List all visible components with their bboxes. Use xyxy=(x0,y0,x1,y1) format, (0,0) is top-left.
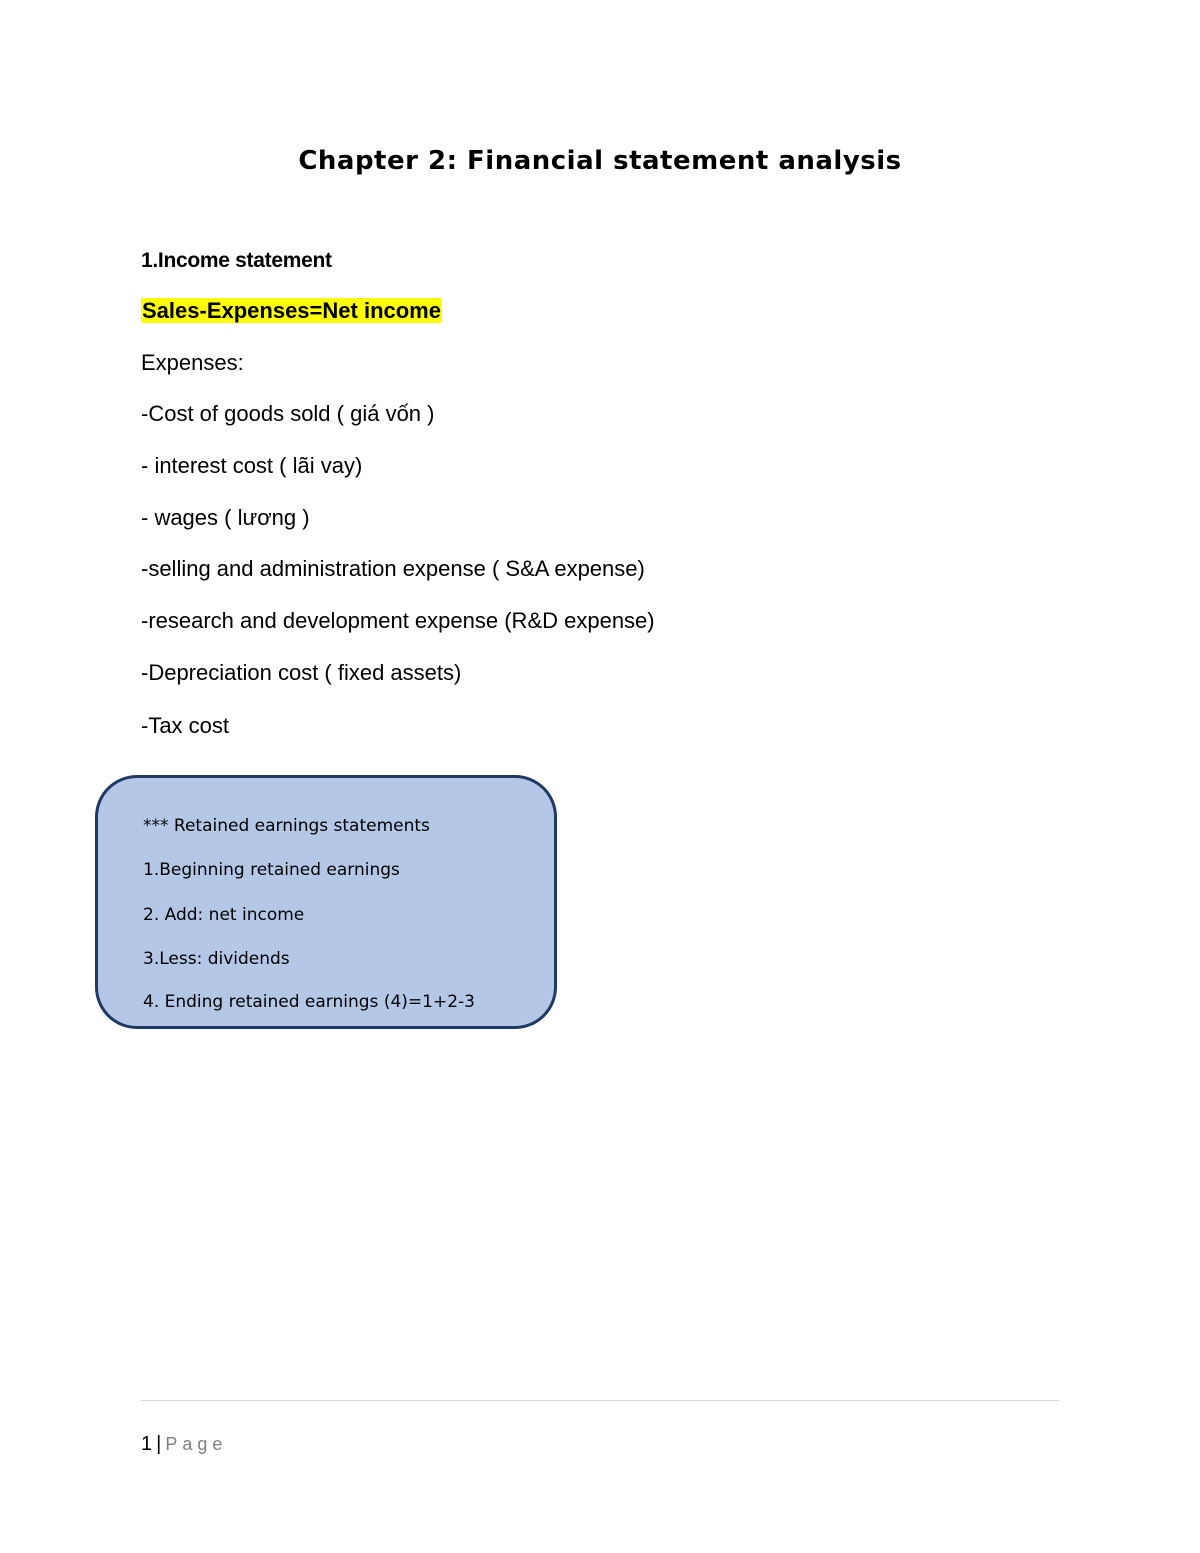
expense-item: - wages ( lương ) xyxy=(141,505,310,530)
expense-item: - interest cost ( lãi vay) xyxy=(141,453,363,478)
expense-item: -selling and administration expense ( S&A expense) xyxy=(141,556,645,581)
expense-item: -Tax cost xyxy=(141,713,230,738)
page-footer xyxy=(141,1430,227,1458)
expense-item: -research and development expense (R&D expense) xyxy=(141,608,655,633)
footer-divider xyxy=(141,1400,1059,1401)
callout-heading: *** Retained earnings statements xyxy=(143,816,430,836)
expenses-label: Expenses: xyxy=(141,350,244,375)
expense-item: -Cost of goods sold ( giá vốn ) xyxy=(141,401,435,426)
page-number: 1 xyxy=(141,1433,153,1455)
callout-line: 3.Less: dividends xyxy=(143,949,290,969)
callout-line: 2. Add: net income xyxy=(143,905,305,925)
footer-separator: | xyxy=(156,1433,162,1455)
callout-line: 4. Ending retained earnings (4)=1+2-3 xyxy=(143,992,475,1012)
callout-line: 1.Beginning retained earnings xyxy=(143,860,400,880)
formula-line xyxy=(141,296,442,326)
section-heading-income-statement: 1.Income statement xyxy=(141,249,332,272)
highlighted-formula: Sales-Expenses=Net income xyxy=(142,298,441,323)
page-label: Page xyxy=(165,1434,228,1454)
expense-item: -Depreciation cost ( fixed assets) xyxy=(141,660,462,685)
retained-earnings-callout-box xyxy=(95,775,557,1029)
page-title: Chapter 2: Financial statement analysis xyxy=(298,146,902,176)
